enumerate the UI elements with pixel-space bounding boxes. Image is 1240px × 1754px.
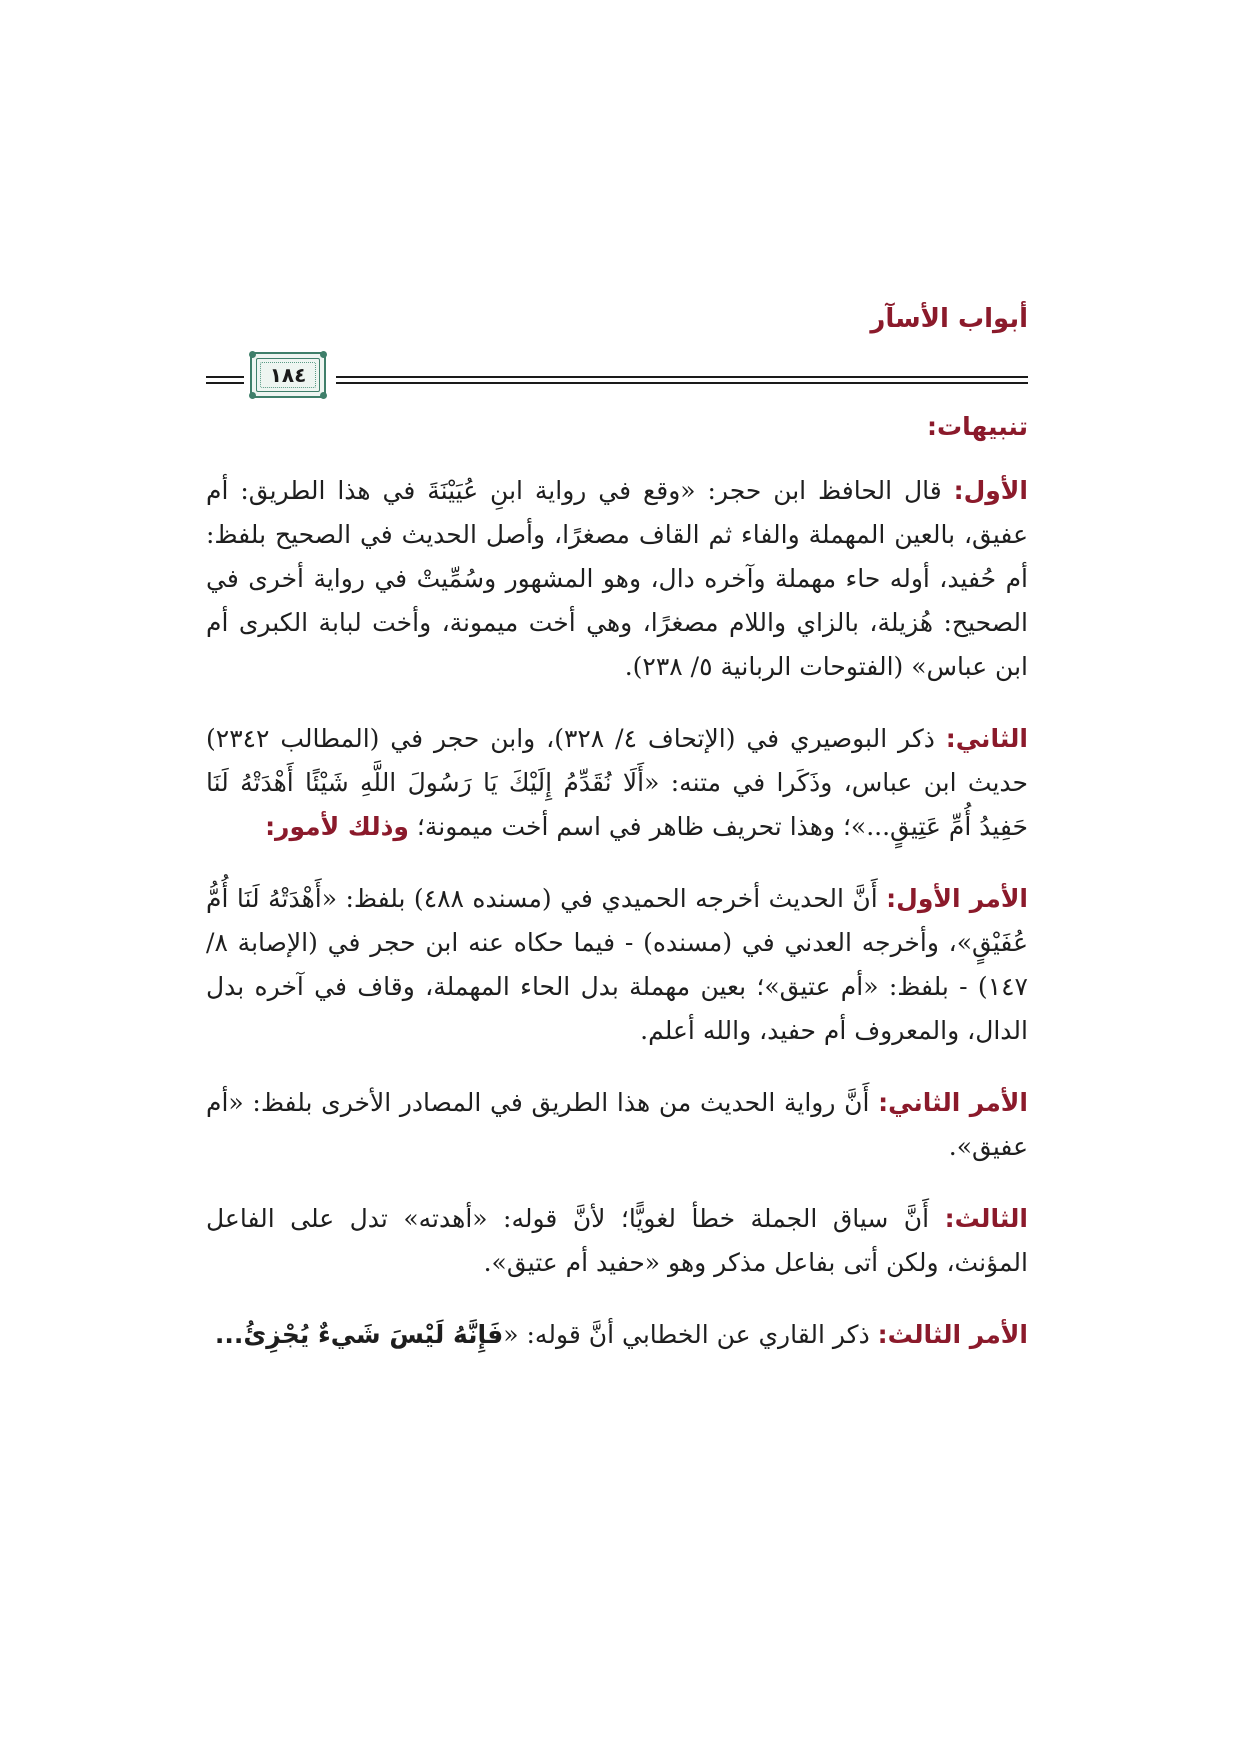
page-number-badge: [250, 352, 326, 398]
paragraph-matter-one: [206, 877, 1028, 1053]
paragraph-text: أَنَّ الحديث أخرجه الحميدي في (مسنده ٤٨٨) بلفظ: «أَهْدَتْهُ لَنَا أُمُّ عُفَيْقٍ»، وأخرجه العدني في (مسنده) - فيما حكاه عنه ابن حجر في (الإصابة ٨/ ١٤٧) - بلفظ: «أم عتيق»؛ بعين مهملة بدل الحاء المهملة، وقاف في آخره بدل الدال، والمعروف أم حفيد، والله أعلم.: [206, 884, 1028, 1045]
paragraph-label: الأمر الثاني:: [878, 1088, 1028, 1117]
paragraph-matter-three: [206, 1313, 1028, 1357]
paragraph-text: ذكر القاري عن الخطابي أنَّ قوله: «: [503, 1320, 878, 1349]
page-header: [206, 296, 1028, 388]
paragraph-text: ذكر البوصيري في (الإتحاف ٤/ ٣٢٨)، وابن حجر في (المطالب ٢٣٤٢) حديث ابن عباس، وذَكَرا في متنه: «أَلَا نُقَدِّمُ إِلَيْكَ يَا رَسُولَ اللَّهِ شَيْئًا أَهْدَتْهُ لَنَا حَفِيدُ أُمِّ عَتِيقٍ...»؛ وهذا تحريف ظاهر في اسم أخت ميمونة؛: [206, 724, 1028, 841]
paragraph-third: [206, 1197, 1028, 1285]
header-rule-left-top: [206, 376, 244, 378]
paragraph-label: الأول:: [953, 476, 1028, 505]
paragraph-label: الأمر الأول:: [886, 884, 1029, 913]
paragraph-matter-two: [206, 1081, 1028, 1169]
paragraph-tail: وذلك لأمور:: [265, 812, 409, 841]
paragraph-second: [206, 717, 1028, 849]
header-rule-top: [336, 376, 1028, 378]
header-rule-bottom: [336, 382, 1028, 384]
paragraph-first: [206, 469, 1028, 689]
section-title: تنبيهات:: [926, 412, 1028, 441]
paragraph-text: أَنَّ رواية الحديث من هذا الطريق في المصادر الأخرى بلفظ: «أم عفيق».: [206, 1088, 1028, 1161]
paragraph-text: أَنَّ سياق الجملة خطأ لغويًّا؛ لأنَّ قوله: «أهدته» تدل على الفاعل المؤنث، ولكن أتى بفاعل مذكر وهو «حفيد أم عتيق».: [206, 1204, 1028, 1277]
paragraph-tail: فَإِنَّهُ لَيْسَ شَيءٌ يُجْزِئُ...: [214, 1320, 504, 1349]
paragraph-label: الثاني:: [945, 724, 1028, 753]
main-text: [206, 405, 1028, 1385]
paragraph-label: الأمر الثالث:: [877, 1320, 1028, 1349]
book-title: أبواب الأسآر: [870, 304, 1028, 334]
header-rule-left-bottom: [206, 382, 244, 384]
paragraph-label: الثالث:: [944, 1204, 1028, 1233]
page-number: ١٨٤: [269, 363, 307, 387]
paragraph-text: قال الحافظ ابن حجر: «وقع في رواية ابنِ عُيَيْنَةَ في هذا الطريق: أم عفيق، بالعين المهملة والفاء ثم القاف مصغرًا، وأصل الحديث في الصحيح بلفظ: أم حُفيد، أوله حاء مهملة وآخره دال، وهو المشهور وسُمِّيتْ في رواية أخرى في الصحيح: هُزيلة، بالزاي واللام مصغرًا، وهي أخت ميمونة، وأخت لبابة الكبرى أم ابن عباس» (الفتوحات الربانية ٥/ ٢٣٨).: [206, 476, 1028, 681]
